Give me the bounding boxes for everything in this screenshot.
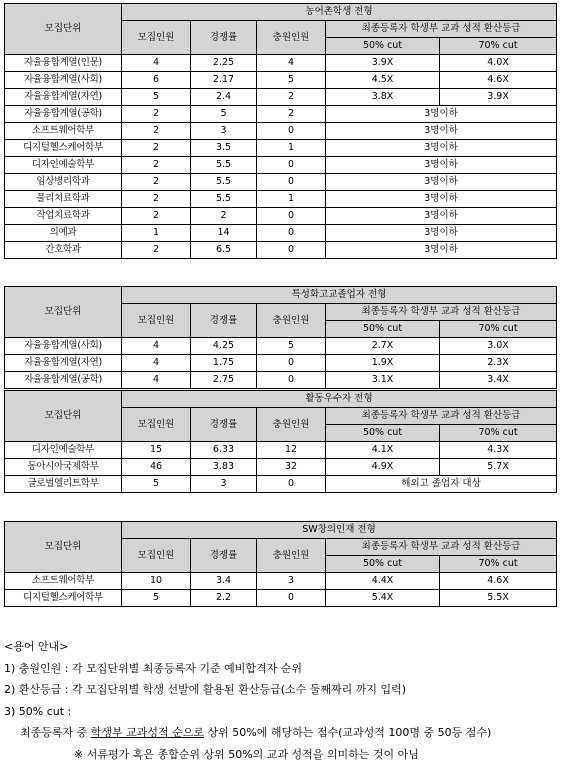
cell-cut50: 4.9X bbox=[326, 459, 440, 476]
cell-quota: 4 bbox=[122, 338, 191, 355]
header-cut70: 70% cut bbox=[440, 38, 557, 55]
header-cut50: 50% cut bbox=[326, 38, 440, 55]
table-row bbox=[5, 157, 557, 174]
cell-waitlist: 1 bbox=[257, 191, 326, 208]
table-row bbox=[5, 55, 557, 72]
cell-cut50: 1.9X bbox=[326, 355, 440, 372]
table-row bbox=[5, 72, 557, 89]
cell-quota: 5 bbox=[122, 476, 191, 493]
cell-quota: 6 bbox=[122, 72, 191, 89]
header-cut50: 50% cut bbox=[326, 321, 440, 338]
cell-waitlist: 0 bbox=[257, 225, 326, 242]
cell-cut50: 4.1X bbox=[326, 442, 440, 459]
cell-quota: 2 bbox=[122, 140, 191, 157]
cell-quota: 15 bbox=[122, 442, 191, 459]
header-rate: 경쟁률 bbox=[191, 21, 257, 55]
cell-waitlist: 1 bbox=[257, 140, 326, 157]
note-waitlist: 1) 충원인원 : 각 모집단위별 최종등록자 기준 예비합격자 순위 bbox=[4, 658, 560, 680]
cell-quota: 2 bbox=[122, 123, 191, 140]
cell-unit: 자율융합계열(자연) bbox=[5, 89, 122, 106]
cell-rate: 4.25 bbox=[191, 338, 257, 355]
cell-rate: 6.33 bbox=[191, 442, 257, 459]
cell-quota: 2 bbox=[122, 242, 191, 259]
cell-waitlist: 0 bbox=[257, 355, 326, 372]
cell-quota: 4 bbox=[122, 372, 191, 389]
cell-note: 해외고 졸업자 대상 bbox=[326, 476, 557, 493]
table-row bbox=[5, 191, 557, 208]
cell-rate: 3 bbox=[191, 123, 257, 140]
table-row bbox=[5, 174, 557, 191]
note-grade: 2) 환산등급 : 각 모집단위별 학생 선발에 활용된 환산등급(소수 둘째짜리 까지 입력) bbox=[4, 679, 560, 701]
cell-quota: 2 bbox=[122, 174, 191, 191]
cell-waitlist: 3 bbox=[257, 573, 326, 590]
terminology-notes bbox=[4, 636, 560, 765]
cell-unit: 자율융합계열(자연) bbox=[5, 355, 122, 372]
table-row bbox=[5, 476, 557, 493]
cell-rate: 2.17 bbox=[191, 72, 257, 89]
header-unit: 모집단위 bbox=[5, 391, 122, 442]
cell-unit: 소프트웨어학부 bbox=[5, 123, 122, 140]
table-row bbox=[5, 123, 557, 140]
cell-quota: 2 bbox=[122, 157, 191, 174]
cell-unit: 글로벌엘리트학부 bbox=[5, 476, 122, 493]
cell-rate: 2.2 bbox=[191, 590, 257, 607]
cell-waitlist: 32 bbox=[257, 459, 326, 476]
cell-quota: 5 bbox=[122, 89, 191, 106]
cell-note: 3명이하 bbox=[326, 123, 557, 140]
cell-unit: 임상병리학과 bbox=[5, 174, 122, 191]
cell-cut70: 3.9X bbox=[440, 89, 557, 106]
cell-waitlist: 5 bbox=[257, 338, 326, 355]
note-cut50-detail-post: 상위 50%에 해당하는 점수(교과성적 100명 중 50등 점수) bbox=[204, 726, 491, 739]
cell-rate: 14 bbox=[191, 225, 257, 242]
cell-note: 3명이하 bbox=[326, 191, 557, 208]
cell-rate: 2.75 bbox=[191, 372, 257, 389]
cell-quota: 4 bbox=[122, 355, 191, 372]
table-row bbox=[5, 225, 557, 242]
table-row bbox=[5, 372, 557, 389]
header-waitlist: 충원인원 bbox=[257, 408, 326, 442]
header-unit: 모집단위 bbox=[5, 522, 122, 573]
cell-unit: 디지털헬스케어학부 bbox=[5, 140, 122, 157]
cell-waitlist: 0 bbox=[257, 123, 326, 140]
cell-unit: 동아시아국제학부 bbox=[5, 459, 122, 476]
cell-quota: 2 bbox=[122, 106, 191, 123]
header-grade: 최종등록자 학생부 교과 성적 환산등급 bbox=[326, 539, 557, 556]
cell-waitlist: 12 bbox=[257, 442, 326, 459]
header-unit: 모집단위 bbox=[5, 4, 122, 55]
cell-waitlist: 5 bbox=[257, 72, 326, 89]
cell-rate: 5 bbox=[191, 106, 257, 123]
header-waitlist: 충원인원 bbox=[257, 21, 326, 55]
table-row bbox=[5, 140, 557, 157]
table-sw-creative-talent bbox=[4, 521, 557, 607]
cell-unit: 자율융합계열(인문) bbox=[5, 55, 122, 72]
table-rural-students bbox=[4, 3, 557, 259]
table-row bbox=[5, 459, 557, 476]
cell-cut50: 3.8X bbox=[326, 89, 440, 106]
cell-rate: 2.25 bbox=[191, 55, 257, 72]
cell-rate: 3.83 bbox=[191, 459, 257, 476]
cell-cut70: 4.6X bbox=[440, 72, 557, 89]
cell-rate: 1.75 bbox=[191, 355, 257, 372]
cell-quota: 5 bbox=[122, 590, 191, 607]
header-cut70: 70% cut bbox=[440, 556, 557, 573]
header-quota: 모집인원 bbox=[122, 539, 191, 573]
cell-cut50: 4.5X bbox=[326, 72, 440, 89]
cell-note: 3명이하 bbox=[326, 174, 557, 191]
note-cut50: 3) 50% cut : bbox=[4, 701, 560, 723]
cell-cut70: 2.3X bbox=[440, 355, 557, 372]
cell-unit: 간호학과 bbox=[5, 242, 122, 259]
cell-waitlist: 0 bbox=[257, 208, 326, 225]
cell-quota: 1 bbox=[122, 225, 191, 242]
cell-rate: 5.5 bbox=[191, 174, 257, 191]
table-row bbox=[5, 590, 557, 607]
table-row bbox=[5, 338, 557, 355]
table-row bbox=[5, 106, 557, 123]
cell-rate: 5.5 bbox=[191, 157, 257, 174]
cell-unit: 물리치료학과 bbox=[5, 191, 122, 208]
cell-unit: 디자인예술학부 bbox=[5, 442, 122, 459]
table-row bbox=[5, 355, 557, 372]
table-row bbox=[5, 573, 557, 590]
header-quota: 모집인원 bbox=[122, 21, 191, 55]
section-title: 특성화고교졸업자 전형 bbox=[122, 287, 557, 304]
cell-waitlist: 0 bbox=[257, 476, 326, 493]
table-activity-excellence bbox=[4, 390, 557, 493]
cell-waitlist: 0 bbox=[257, 242, 326, 259]
cell-unit: 자율융합계열(공학) bbox=[5, 106, 122, 123]
table-row bbox=[5, 442, 557, 459]
header-rate: 경쟁률 bbox=[191, 304, 257, 338]
notes-heading: <용어 안내> bbox=[4, 636, 560, 658]
cell-rate: 6.5 bbox=[191, 242, 257, 259]
cell-quota: 10 bbox=[122, 573, 191, 590]
cell-waitlist: 2 bbox=[257, 106, 326, 123]
cell-unit: 디지털헬스케어학부 bbox=[5, 590, 122, 607]
cell-cut70: 4.0X bbox=[440, 55, 557, 72]
cell-quota: 2 bbox=[122, 191, 191, 208]
header-cut50: 50% cut bbox=[326, 556, 440, 573]
cell-cut50: 3.9X bbox=[326, 55, 440, 72]
cell-note: 3명이하 bbox=[326, 242, 557, 259]
cell-unit: 소프트웨어학부 bbox=[5, 573, 122, 590]
cell-note: 3명이하 bbox=[326, 157, 557, 174]
cell-quota: 2 bbox=[122, 208, 191, 225]
table-row bbox=[5, 242, 557, 259]
header-rate: 경쟁률 bbox=[191, 539, 257, 573]
cell-unit: 자율융합계열(사회) bbox=[5, 72, 122, 89]
cell-cut70: 5.5X bbox=[440, 590, 557, 607]
cell-waitlist: 2 bbox=[257, 89, 326, 106]
cell-unit: 의예과 bbox=[5, 225, 122, 242]
cell-unit: 자율융합계열(사회) bbox=[5, 338, 122, 355]
cell-quota: 4 bbox=[122, 55, 191, 72]
cell-waitlist: 0 bbox=[257, 372, 326, 389]
header-waitlist: 충원인원 bbox=[257, 304, 326, 338]
cell-unit: 자율융합계열(공학) bbox=[5, 372, 122, 389]
cell-rate: 2 bbox=[191, 208, 257, 225]
cell-cut70: 3.4X bbox=[440, 372, 557, 389]
cell-note: 3명이하 bbox=[326, 106, 557, 123]
header-grade: 최종등록자 학생부 교과 성적 환산등급 bbox=[326, 21, 557, 38]
section-title: SW창의인재 전형 bbox=[122, 522, 557, 539]
cell-note: 3명이하 bbox=[326, 208, 557, 225]
cell-unit: 작업치료학과 bbox=[5, 208, 122, 225]
cell-rate: 5.5 bbox=[191, 191, 257, 208]
cell-quota: 46 bbox=[122, 459, 191, 476]
cell-waitlist: 0 bbox=[257, 590, 326, 607]
header-grade: 최종등록자 학생부 교과 성적 환산등급 bbox=[326, 408, 557, 425]
header-grade: 최종등록자 학생부 교과 성적 환산등급 bbox=[326, 304, 557, 321]
header-quota: 모집인원 bbox=[122, 408, 191, 442]
note-cut50-detail-pre: 최종등록자 중 bbox=[20, 726, 91, 739]
header-rate: 경쟁률 bbox=[191, 408, 257, 442]
cell-rate: 3.4 bbox=[191, 573, 257, 590]
cell-cut50: 2.7X bbox=[326, 338, 440, 355]
cell-waitlist: 4 bbox=[257, 55, 326, 72]
cell-cut50: 5.4X bbox=[326, 590, 440, 607]
cell-cut70: 4.6X bbox=[440, 573, 557, 590]
cell-cut50: 3.1X bbox=[326, 372, 440, 389]
header-unit: 모집단위 bbox=[5, 287, 122, 338]
cell-cut70: 3.0X bbox=[440, 338, 557, 355]
table-vocational-graduates bbox=[4, 286, 557, 389]
note-disclaimer: ※ 서류평가 혹은 종합순위 상위 50%의 교과 성적을 의미하는 것이 아님 bbox=[4, 744, 560, 765]
section-title: 농어촌학생 전형 bbox=[122, 4, 557, 21]
cell-waitlist: 0 bbox=[257, 174, 326, 191]
cell-note: 3명이하 bbox=[326, 140, 557, 157]
header-quota: 모집인원 bbox=[122, 304, 191, 338]
header-cut50: 50% cut bbox=[326, 425, 440, 442]
note-cut50-detail bbox=[4, 722, 560, 744]
cell-unit: 디자인예술학부 bbox=[5, 157, 122, 174]
section-title: 활동우수자 전형 bbox=[122, 391, 557, 408]
header-cut70: 70% cut bbox=[440, 321, 557, 338]
note-cut50-detail-underlined: 학생부 교과성적 순으로 bbox=[91, 726, 204, 739]
cell-cut50: 4.4X bbox=[326, 573, 440, 590]
cell-waitlist: 0 bbox=[257, 157, 326, 174]
cell-rate: 2.4 bbox=[191, 89, 257, 106]
header-cut70: 70% cut bbox=[440, 425, 557, 442]
header-waitlist: 충원인원 bbox=[257, 539, 326, 573]
cell-rate: 3 bbox=[191, 476, 257, 493]
table-row bbox=[5, 208, 557, 225]
cell-cut70: 4.3X bbox=[440, 442, 557, 459]
cell-note: 3명이하 bbox=[326, 225, 557, 242]
cell-rate: 3.5 bbox=[191, 140, 257, 157]
cell-cut70: 5.7X bbox=[440, 459, 557, 476]
table-row bbox=[5, 89, 557, 106]
